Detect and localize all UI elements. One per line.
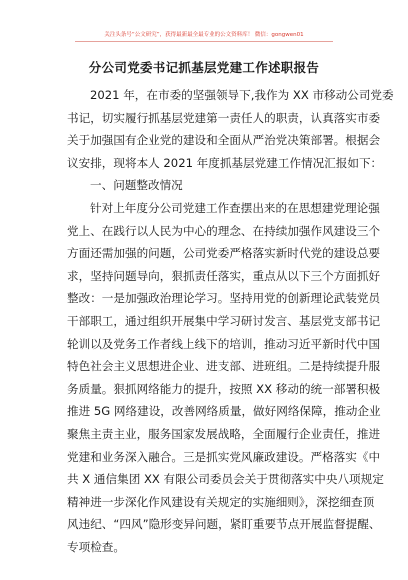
section-heading: 一、问题整改情况 xyxy=(90,178,183,193)
document-body xyxy=(67,84,394,558)
paragraph-line: 精神进一步深化作风建设有关规定的实施细则》，深挖细查顶 xyxy=(67,494,375,509)
paragraph-line: 求，坚持问题导向，狠抓责任落实，重点从以下三个方面抓好 xyxy=(67,268,381,283)
banner-divider xyxy=(75,41,333,42)
paragraph-line: 整改：一是加强政治理论学习。坚持用党的创新理论武装党员 xyxy=(67,291,381,306)
paragraph-line: 风违纪、“四风”隐形变异问题，紧盯重要节点开展监督提醒、 xyxy=(67,517,381,532)
paragraph-line: 专项检查。 xyxy=(67,539,125,554)
promo-banner-text: 关注头条号“公文研究”，获得最新最全最专业的公文资料库！ 微信：gongwen01 xyxy=(104,32,304,38)
document-title: 分公司党委书记抓基层党建工作述职报告 xyxy=(88,60,320,75)
paragraph-line: 聚焦主责主业，服务国家发展战略，全面履行企业责任，推进 xyxy=(67,426,381,441)
paragraph-line: 党建和业务深入融合。三是抓实党风廉政建设。严格落实《中 xyxy=(67,449,381,464)
promo-banner xyxy=(0,31,408,39)
paragraph-line: 推进 5G 网络建设，改善网络质量，做好网络保障，推动企业 xyxy=(67,404,381,419)
paragraph-line: 2021 年，在市委的坚强领导下,我作为 XX 市移动公司党委 xyxy=(90,88,394,102)
paragraph-line: 关于加强国有企业党的建设和全面从严治党决策部署。根据会 xyxy=(67,133,381,148)
paragraph-line: 方面还需加强的问题，公司党委严格落实新时代党的建设总要 xyxy=(67,246,381,261)
paragraph-line: 书记，切实履行抓基层党建第一责任人的职责，认真落实市委 xyxy=(67,110,381,125)
paragraph-line: 轮训以及党务工作者线上线下的培训，推动习近平新时代中国 xyxy=(67,336,381,351)
paragraph-line: 干部职工，通过组织开展集中学习研讨发言、基层党支部书记 xyxy=(67,313,381,328)
paragraph-line: 特色社会主义思想进企业、进支部、进班组。二是持续提升服 xyxy=(67,359,381,374)
paragraph-line: 务质量。狠抓网络能力的提升，按照 XX 移动的统一部署积极 xyxy=(67,381,381,396)
paragraph-line: 针对上年度分公司党建工作查摆出来的在思想建党理论强 xyxy=(90,200,380,215)
paragraph-line: 议安排，现将本人 2021 年度抓基层党建工作情况汇报如下： xyxy=(67,155,383,170)
paragraph-line: 共 X 通信集团 XX 有限公司委员会关于贯彻落实中央八项规定 xyxy=(67,472,384,487)
paragraph-line: 党上、在践行以人民为中心的理念、在持续加强作风建设三个 xyxy=(67,223,381,238)
